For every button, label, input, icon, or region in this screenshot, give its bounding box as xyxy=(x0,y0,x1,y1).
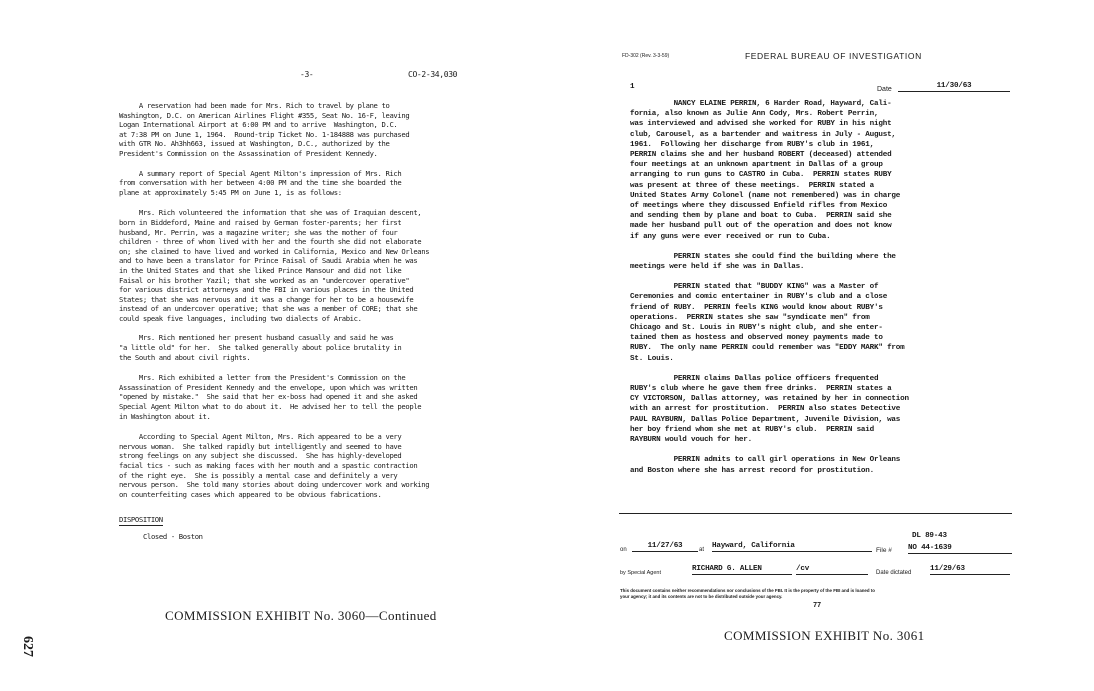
exhibit-caption-right: COMMISSION EXHIBIT No. 3061 xyxy=(724,628,925,643)
disposition-text: Closed - Boston xyxy=(143,531,203,541)
left-paragraph: Mrs. Rich volunteered the information that she was of Iraquian descent, born in Biddeford, Maine and raised by German foster-parents; her first husband, Mr. Perrin, was a magazine writer; she was the mother of four children - three of whom lived with her and the fourth she did not elaborate on; she claimed to have lived and worked in California, Mexico and New Orleans and to have been a translator for Prince Faisal of Saudi Arabia when he was in the United States and that she liked Prince Mansour and did not like Faisal or his brother Yazil; that she worked as an "undercover operative" for various district attorneys and the FBI in various places in the United States; that she was nervous and it was a change for her to be a housewife instead of an undercover operative; that she was a member of CORE; that she could speak five languages, including two dialects of Arabic. xyxy=(119,208,430,323)
page-marker: -3- xyxy=(300,70,314,79)
left-paragraph: Mrs. Rich exhibited a letter from the President's Commission on the Assassination of President Kennedy and the envelope, upon which was written "opened by mistake." She said that her ex-boss had opened it and she asked Special Agent Milton what to do about it. He advised her to tell the people in Washington about it. xyxy=(119,373,422,421)
side-page-number: 627 xyxy=(20,636,35,657)
file-label: File # xyxy=(876,547,892,554)
left-paragraph: A reservation had been made for Mrs. Rich to travel by plane to Washington, D.C. on American Airlines Flight #355, Seat No. 16-F, leaving Logan International Airport at 6:00 PM and to arrive Washington, D.C. at 7:38 PM on June 1, 1964. Round-trip Ticket No. 1-184888 was purchased with GTR No. Ah3hh663, issued at Washington, D.C., authorized by the President's Commission on the Assassination of President Kennedy. xyxy=(119,101,410,158)
file-dl: DL 89-43 xyxy=(912,532,947,540)
on-date: 11/27/63 xyxy=(632,541,698,552)
date-value: 11/30/63 xyxy=(898,81,1010,92)
agency-header: FEDERAL BUREAU OF INVESTIGATION xyxy=(745,51,922,61)
left-paragraph: According to Special Agent Milton, Mrs. Rich appeared to be a very nervous woman. She talked rapidly but intelligently and seemed to have strong feelings on any subject she discussed. She has highly-developed facial tics - such as making faces with her mouth and a spastic contraction of the right eye. She is possibly a mental case and definitely a very nervous person. She told many stories about doing undercover work and working on counterfeiting cases which appeared to be obvious fabrications. xyxy=(119,432,430,499)
right-paragraph: PERRIN stated that "BUDDY KING" was a Master of Ceremonies and comic entertainer in RUBY's club and a close friend of RUBY. PERRIN feels KING would know about RUBY's operations. PERRIN states she saw "syndicate men" from Chicago and St. Louis in RUBY's night club, and she enter- tained them as hostess and observed money payments made to RUBY. The only name PERRIN could remember was "EDDY MARK" from St. Louis. xyxy=(630,283,905,363)
page-number: 1 xyxy=(630,83,635,91)
right-paragraph: NANCY ELAINE PERRIN, 6 Harder Road, Hayward, Cali- fornia, also known as Julie Ann Cody, Mrs. Robert Perrin, was interviewed and advised she worked for RUBY in his night club, Carousel, as a bartender and waitress in July - August, 1961. Following her discharge from RUBY's club in 1961, PERRIN claims she and her husband ROBERT (deceased) attended four meetings at an unknown apartment in Dallas of a group arranging to run guns to CASTRO in Cuba. PERRIN states RUBY was present at three of these meetings. PERRIN stated a United States Army Colonel (name not remembered) was in charge of meetings where they discussed Enfield rifles from Mexico and sending them by plane and boat to Cuba. PERRIN said she made her husband pull out of the operation and does not know if any guns were ever received or run to Cuba. xyxy=(630,100,901,241)
dictated-label: Date dictated xyxy=(876,570,912,576)
file-no: NO 44-1639 xyxy=(908,543,1012,554)
right-paragraph: PERRIN states she could find the building where the meetings were held if she was in Dallas. xyxy=(630,252,896,272)
exhibit-caption-left: COMMISSION EXHIBIT No. 3060—Continued xyxy=(165,608,437,623)
footnote: This document contains neither recommendations nor conclusions of the FBI. It is the property of the FBI and is loaned to your agency; it and its contents are not to be distributed outside your agency. xyxy=(620,588,875,599)
left-body xyxy=(119,101,479,542)
right-paragraph: PERRIN admits to call girl operations in New Orleans and Boston where she has arrest record for prostitution. xyxy=(630,456,901,475)
agent-name: RICHARD G. ALLEN xyxy=(692,564,792,575)
left-paragraph: Mrs. Rich mentioned her present husband casually and said he was "a little old" for her. She talked generally about police brutality in the South and about civil rights. xyxy=(119,333,402,362)
agent-label: by Special Agent xyxy=(620,570,661,576)
page-mark: 77 xyxy=(813,602,822,610)
date-label: Date xyxy=(877,86,892,93)
divider-rule xyxy=(619,513,1012,514)
disposition-heading: DISPOSITION xyxy=(119,515,163,525)
right-paragraph: PERRIN claims Dallas police officers frequented RUBY's club where he gave them free drinks. PERRIN states a CY VICTORSON, Dallas attorney, was retained by her in connection with an arrest for prostitution. PERRIN also states Detective PAUL RAYBURN, Dallas Police Department, Juvenile Division, was her boy friend whom she met at RUBY's club. PERRIN said RAYBURN would vouch for her. xyxy=(630,374,909,445)
left-paragraph: A summary report of Special Agent Milton's impression of Mrs. Rich from conversation with her between 4:00 PM and the time she boarded the plane at approximately 5:45 PM on June 1, is as follows: xyxy=(119,168,402,197)
at-label: at xyxy=(699,547,705,553)
form-number: FD-302 (Rev. 3-3-59) xyxy=(622,53,670,59)
dictated-date: 11/29/63 xyxy=(930,564,1010,575)
location: Hayward, California xyxy=(712,541,872,552)
file-number: CO-2-34,030 xyxy=(408,70,458,79)
right-body xyxy=(630,99,1020,476)
on-label: on xyxy=(620,547,627,553)
agent-initials: /cv xyxy=(796,564,868,575)
